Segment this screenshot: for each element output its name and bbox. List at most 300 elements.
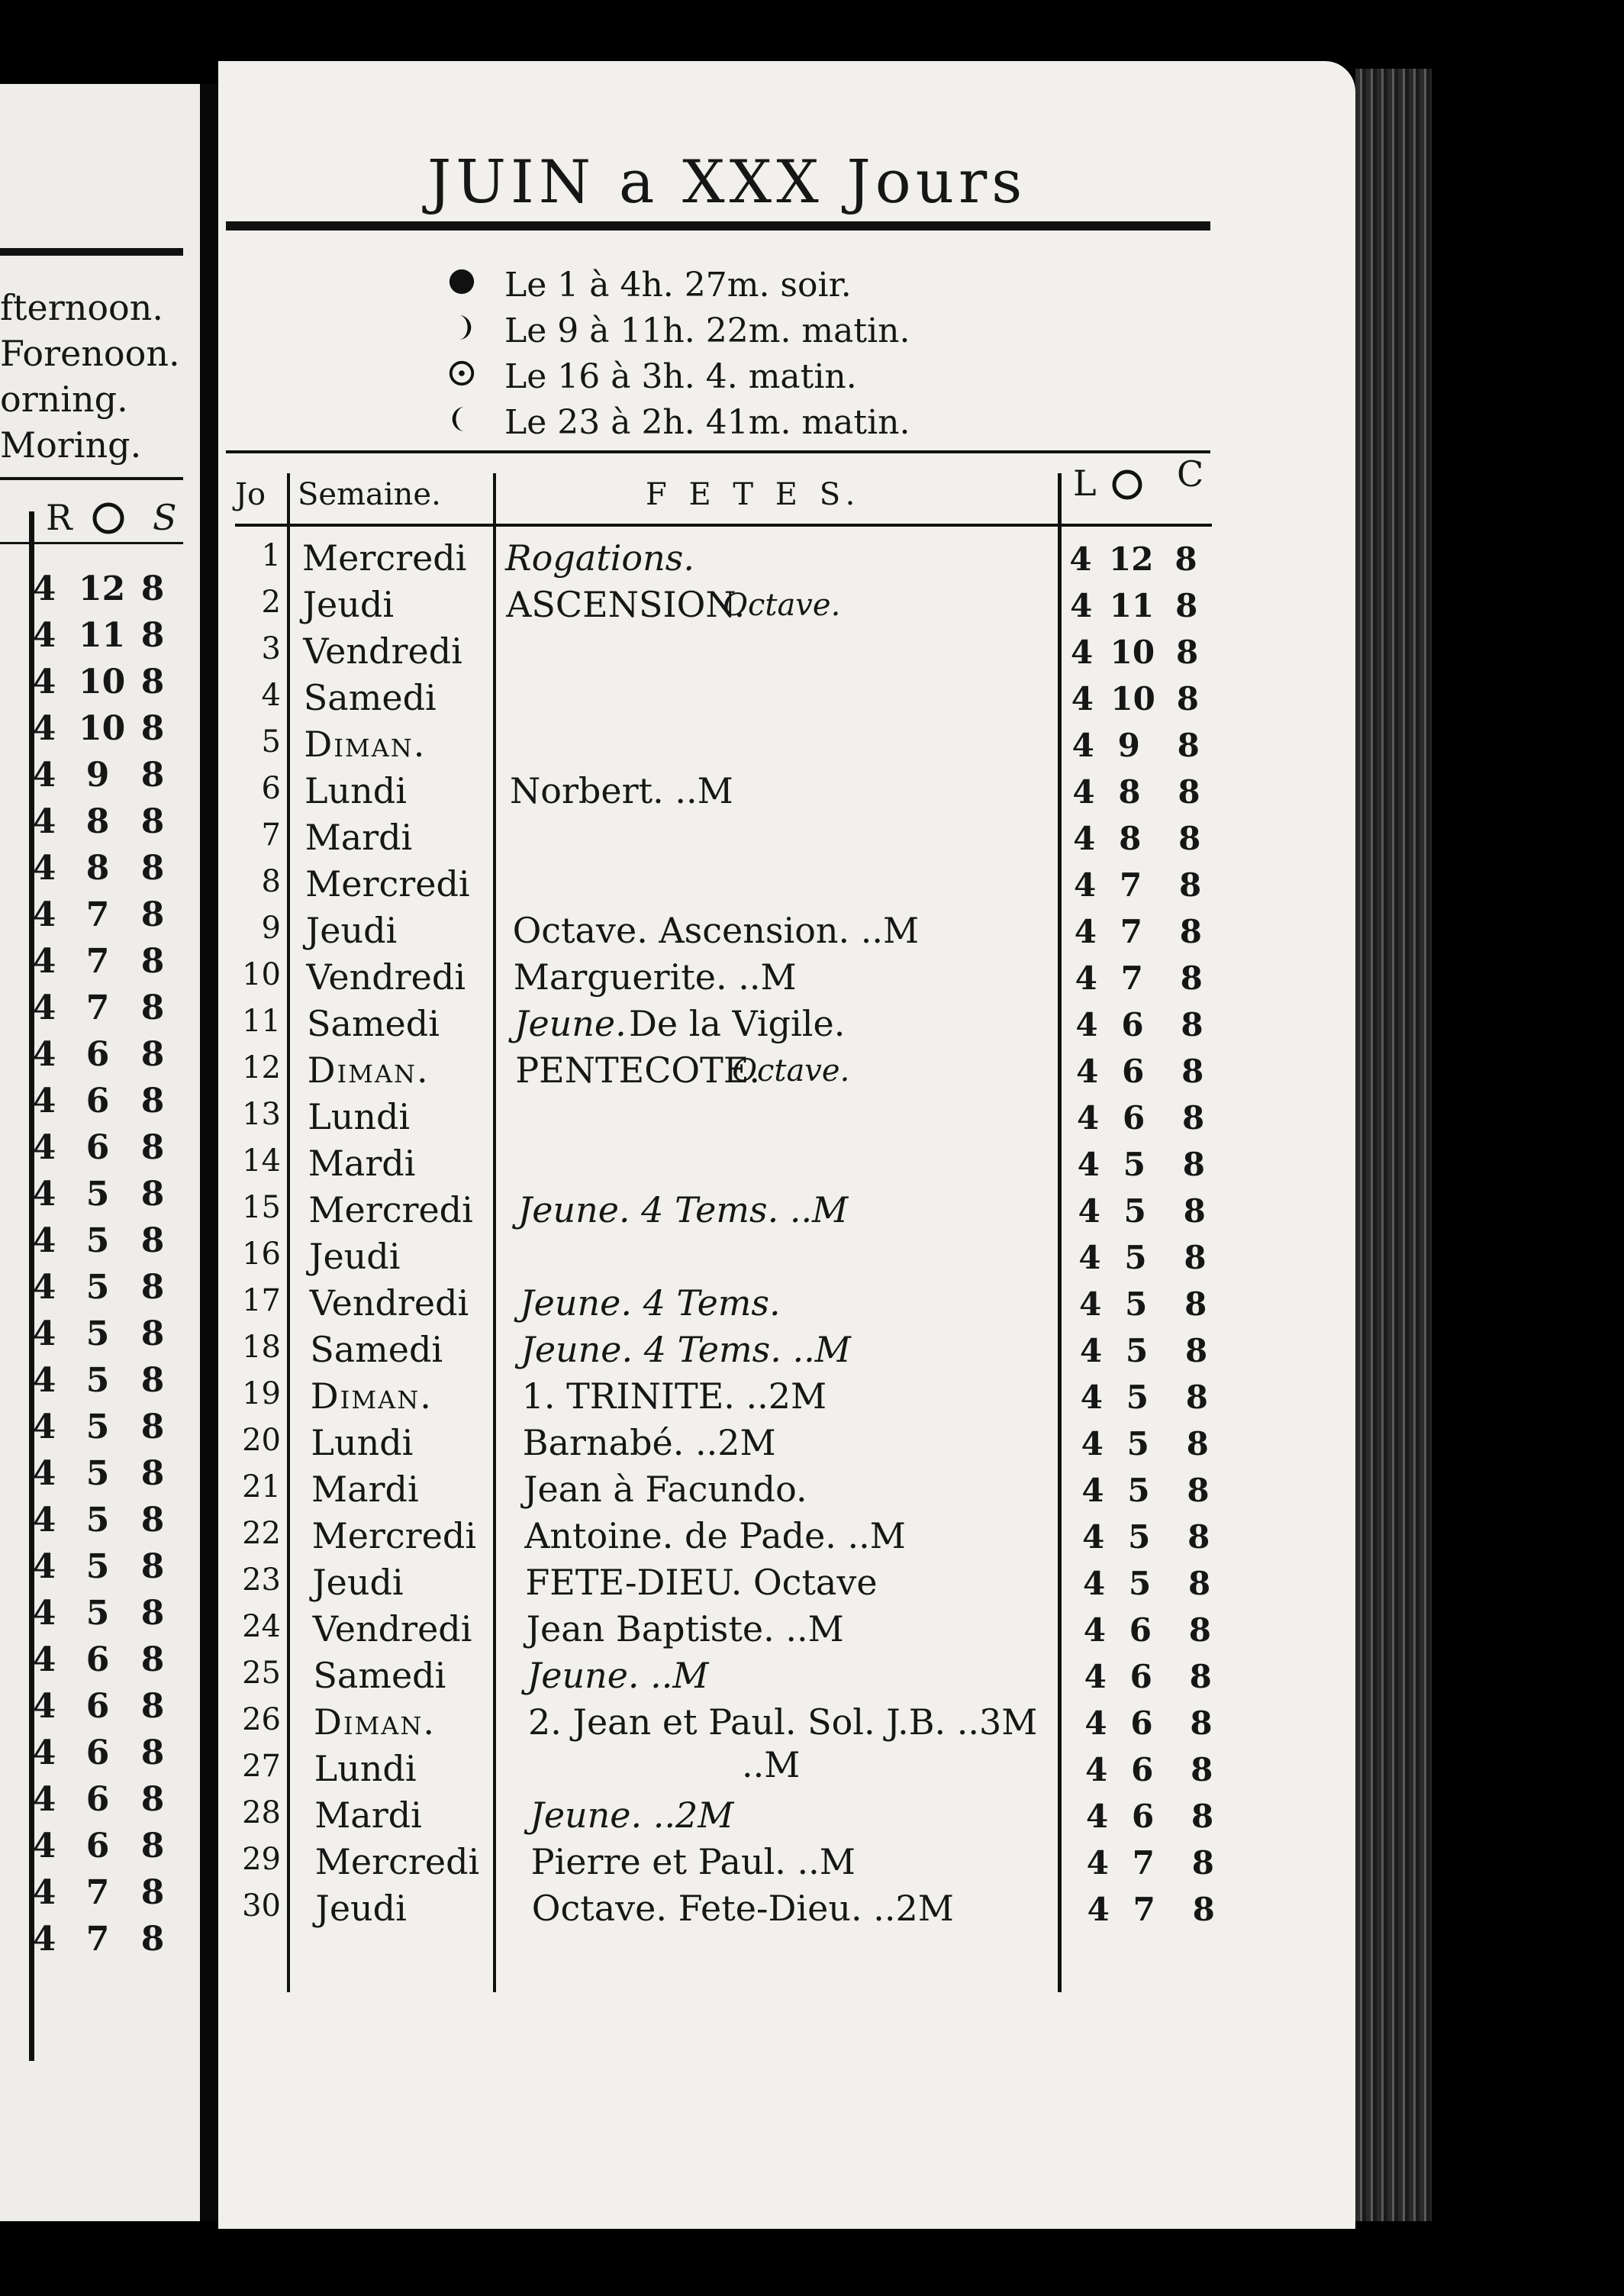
left-rise-hour: 4 [32, 709, 56, 748]
weekday: Jeudi [315, 1888, 407, 1929]
day-number: 3 [261, 631, 281, 666]
sunrise-minute: 5 [1127, 1472, 1150, 1509]
left-rise-minute: 6 [85, 1733, 110, 1772]
left-rise-minute: 6 [85, 1082, 110, 1121]
left-set-hour: 8 [140, 1128, 165, 1167]
header-rule [235, 524, 1212, 527]
sunrise-minute: 8 [1119, 820, 1142, 857]
sunrise-minute: 5 [1123, 1192, 1146, 1230]
sunset-hour: 8 [1180, 959, 1203, 997]
feast-text: Jeune. [514, 1003, 627, 1044]
left-rise-minute: 8 [85, 802, 110, 841]
left-rise-minute: 5 [85, 1408, 110, 1446]
sunrise-hour: 4 [1071, 680, 1094, 718]
sunrise-minute: 7 [1132, 1844, 1155, 1882]
left-rise-minute: 6 [85, 1035, 110, 1074]
day-number: 19 [242, 1376, 281, 1411]
sunrise-minute: 6 [1129, 1658, 1152, 1695]
left-set-hour: 8 [140, 1082, 165, 1121]
left-rise-minute: 7 [85, 942, 110, 981]
day-number: 18 [242, 1330, 281, 1365]
day-number: 20 [242, 1423, 281, 1458]
left-rise-minute: 6 [85, 1687, 110, 1726]
left-set-hour: 8 [140, 663, 165, 701]
weekday: Diman. [310, 1375, 433, 1417]
feast-text: Antoine. de Pade. ..M [524, 1515, 906, 1556]
left-set-hour: 8 [140, 1873, 165, 1912]
feast-octave: Octave. [732, 1053, 850, 1088]
weekday: Jeudi [309, 1236, 401, 1277]
day-number: 5 [261, 724, 281, 759]
sunset-hour: 8 [1189, 1658, 1212, 1695]
sunrise-minute: 5 [1128, 1518, 1151, 1556]
column-rule [1058, 473, 1062, 1992]
feast-text: Jeune. ..2M [530, 1795, 734, 1836]
day-number: 9 [261, 911, 281, 946]
sunrise-hour: 4 [1087, 1891, 1110, 1928]
feast-text: Jean à Facundo. [524, 1469, 807, 1510]
left-rise-hour: 4 [32, 1361, 56, 1400]
left-rise-hour: 4 [32, 1640, 56, 1679]
left-header-s: S [153, 497, 177, 538]
day-number: 6 [261, 771, 281, 806]
left-set-hour: 8 [140, 1361, 165, 1400]
sunrise-hour: 4 [1078, 1239, 1101, 1276]
new-moon-icon [447, 267, 476, 296]
moon-phase-line: Le 1 à 4h. 27m. soir. [504, 266, 852, 305]
day-number: 8 [261, 864, 281, 899]
first-quarter-icon [447, 313, 476, 342]
left-set-hour: 8 [140, 988, 165, 1027]
sunset-hour: 8 [1184, 1285, 1207, 1323]
sunrise-hour: 4 [1069, 540, 1092, 578]
sunrise-hour: 4 [1078, 1192, 1100, 1230]
sunrise-minute: 10 [1110, 634, 1155, 671]
weekday: Diman. [314, 1701, 437, 1743]
sunrise-minute: 6 [1130, 1704, 1153, 1742]
full-moon-icon [447, 359, 476, 388]
day-number: 1 [261, 538, 281, 573]
left-set-hour: 8 [140, 1687, 165, 1726]
sunrise-minute: 8 [1118, 773, 1141, 811]
left-rise-hour: 4 [32, 1454, 56, 1493]
feast-text: Jeune. ..M [527, 1655, 709, 1696]
column-rule [287, 473, 290, 1992]
sunset-hour: 8 [1183, 1192, 1206, 1230]
day-number: 10 [242, 957, 281, 992]
left-set-hour: 8 [140, 1268, 165, 1307]
left-rise-minute: 6 [85, 1640, 110, 1679]
left-rise-hour: 4 [32, 1780, 56, 1819]
sunrise-minute: 5 [1123, 1146, 1146, 1183]
sunset-hour: 8 [1179, 913, 1202, 950]
sunrise-minute: 5 [1125, 1285, 1148, 1323]
left-rise-minute: 10 [79, 663, 126, 701]
sunrise-hour: 4 [1070, 634, 1094, 671]
day-number: 26 [242, 1702, 281, 1737]
weekday: Vendredi [312, 1608, 472, 1649]
sun-icon [1110, 467, 1145, 502]
sunrise-minute: 6 [1122, 1053, 1145, 1090]
sunrise-minute: 10 [1110, 680, 1155, 718]
day-number: 29 [242, 1842, 281, 1877]
weekday: Mardi [311, 1469, 419, 1510]
sunset-hour: 8 [1181, 1006, 1204, 1043]
left-set-hour: 8 [140, 709, 165, 748]
feast-text: 2. Jean et Paul. Sol. J.B. ..3M [528, 1701, 1038, 1743]
header-fetes: F E T E S. [646, 477, 862, 512]
left-rise-minute: 6 [85, 1780, 110, 1819]
left-header-r: R [46, 497, 72, 538]
sunset-hour: 8 [1192, 1891, 1215, 1928]
title-rule [226, 221, 1210, 231]
left-rise-hour: 4 [32, 1314, 56, 1353]
moon-phase-line: Le 16 à 3h. 4. matin. [504, 357, 857, 396]
weekday: Lundi [308, 1096, 411, 1137]
weekday: Mercredi [305, 863, 470, 905]
left-header-rule [0, 542, 183, 544]
sunset-hour: 8 [1178, 773, 1200, 811]
sunrise-minute: 5 [1126, 1425, 1149, 1462]
sunrise-hour: 4 [1085, 1798, 1109, 1835]
sunrise-minute: 5 [1124, 1239, 1147, 1276]
left-rise-hour: 4 [32, 849, 56, 888]
sunset-hour: 8 [1191, 1798, 1214, 1835]
left-set-hour: 8 [140, 1221, 165, 1260]
sunrise-hour: 4 [1083, 1611, 1106, 1649]
feast-text: Barnabé. ..2M [522, 1422, 776, 1463]
weekday: Mardi [304, 817, 413, 858]
sunrise-hour: 4 [1077, 1146, 1100, 1183]
feast-octave: Octave. [723, 588, 841, 623]
moon-phase-line: Le 23 à 2h. 41m. matin. [504, 403, 910, 442]
left-rise-hour: 4 [32, 1175, 56, 1214]
last-quarter-icon [447, 405, 476, 434]
sunrise-hour: 4 [1075, 1006, 1098, 1043]
feast-text: Norbert. ..M [510, 770, 733, 811]
feast-text: Jeune. 4 Tems. ..M [517, 1189, 849, 1230]
sunrise-hour: 4 [1082, 1565, 1106, 1602]
left-rise-minute: 5 [85, 1501, 110, 1540]
sunrise-hour: 4 [1079, 1332, 1103, 1369]
left-rise-minute: 5 [85, 1175, 110, 1214]
sunrise-minute: 7 [1120, 913, 1142, 950]
sunrise-minute: 6 [1121, 1006, 1144, 1043]
left-equation-line: fternoon. [0, 287, 163, 328]
sunrise-minute: 6 [1122, 1099, 1146, 1137]
header-semaine: Semaine. [298, 477, 441, 512]
left-rise-minute: 5 [85, 1314, 110, 1353]
weekday: Diman. [307, 1050, 430, 1091]
sunrise-hour: 4 [1071, 727, 1094, 764]
weekday: Lundi [314, 1748, 417, 1789]
sunset-hour: 8 [1177, 727, 1200, 764]
left-rise-minute: 11 [79, 616, 126, 655]
left-page [0, 84, 200, 2221]
header-jo: Jo [235, 477, 266, 512]
weekday: Samedi [310, 1329, 443, 1370]
left-rise-minute: 7 [85, 1873, 110, 1912]
left-rise-hour: 4 [32, 616, 56, 655]
weekday: Mardi [314, 1795, 422, 1836]
sunset-hour: 8 [1178, 866, 1202, 904]
day-number: 24 [242, 1609, 281, 1644]
weekday: Diman. [304, 724, 427, 765]
weekday: Vendredi [309, 1282, 469, 1324]
sunrise-hour: 4 [1073, 820, 1096, 857]
left-rise-minute: 5 [85, 1268, 110, 1307]
left-rise-minute: 12 [79, 569, 126, 608]
left-set-hour: 8 [140, 895, 165, 934]
sunrise-hour: 4 [1070, 587, 1093, 624]
sunset-hour: 8 [1175, 587, 1198, 624]
day-number: 27 [242, 1749, 281, 1784]
sunrise-hour: 4 [1079, 1285, 1102, 1323]
sunrise-minute: 11 [1109, 587, 1155, 624]
left-set-hour: 8 [140, 1035, 165, 1074]
left-rise-hour: 4 [32, 1687, 56, 1726]
weekday: Vendredi [303, 630, 462, 672]
sunset-hour: 8 [1181, 1053, 1204, 1090]
gutter [200, 84, 218, 2221]
left-rise-hour: 4 [32, 1594, 56, 1633]
day-number: 16 [242, 1237, 281, 1272]
sunset-hour: 8 [1186, 1425, 1209, 1462]
left-rise-hour: 4 [32, 988, 56, 1027]
sunset-hour: 8 [1184, 1332, 1208, 1369]
day-number: 4 [261, 678, 281, 713]
left-rise-hour: 4 [32, 569, 56, 608]
left-set-hour: 8 [140, 942, 165, 981]
left-set-hour: 8 [140, 1920, 165, 1959]
left-set-hour: 8 [140, 756, 165, 795]
left-rise-hour: 4 [32, 1920, 56, 1959]
left-rise-minute: 5 [85, 1361, 110, 1400]
left-rise-minute: 6 [85, 1128, 110, 1167]
sunrise-hour: 4 [1075, 959, 1097, 997]
sunrise-hour: 4 [1073, 866, 1097, 904]
sunrise-minute: 5 [1128, 1565, 1152, 1602]
sunrise-hour: 4 [1084, 1704, 1107, 1742]
moon-phase-line: Le 9 à 11h. 22m. matin. [504, 311, 910, 350]
left-rise-hour: 4 [32, 756, 56, 795]
left-rise-minute: 6 [85, 1827, 110, 1866]
left-rise-minute: 7 [85, 988, 110, 1027]
left-rise-minute: 10 [79, 709, 126, 748]
left-equation-line: Forenoon. [0, 333, 180, 374]
day-number: 22 [242, 1516, 281, 1551]
weekday: Samedi [313, 1655, 446, 1696]
left-set-hour: 8 [140, 1547, 165, 1586]
left-rise-minute: 7 [85, 1920, 110, 1959]
left-rise-minute: 8 [85, 849, 110, 888]
day-number: 28 [242, 1795, 281, 1830]
left-set-hour: 8 [140, 1594, 165, 1633]
day-number: 13 [242, 1097, 281, 1132]
feast-text: Pierre et Paul. ..M [530, 1841, 856, 1882]
feast-text: ASCENSION. [506, 584, 746, 625]
left-mid-rule [0, 477, 183, 480]
sunrise-hour: 4 [1076, 1053, 1099, 1090]
left-rise-hour: 4 [32, 1035, 56, 1074]
sunrise-hour: 4 [1076, 1099, 1100, 1137]
sunset-hour: 8 [1176, 680, 1199, 718]
feast-text: Jeune. 4 Tems. ..M [520, 1329, 851, 1370]
sunset-hour: 8 [1188, 1611, 1211, 1649]
sunset-hour: 8 [1182, 1146, 1205, 1183]
sunset-hour: 8 [1181, 1099, 1205, 1137]
left-equation-line: Moring. [0, 424, 142, 466]
sunrise-hour: 4 [1072, 773, 1095, 811]
sunset-hour: 8 [1191, 1844, 1214, 1882]
sunset-hour: 8 [1187, 1565, 1211, 1602]
left-rise-minute: 9 [85, 756, 110, 795]
feast-text: Jeune. 4 Tems. [520, 1282, 781, 1324]
left-rise-hour: 4 [32, 1873, 56, 1912]
sunrise-hour: 4 [1086, 1844, 1109, 1882]
left-rise-hour: 4 [32, 895, 56, 934]
left-equation-line: orning. [0, 379, 128, 420]
feast-octave: De la Vigile. [629, 1003, 846, 1044]
sunset-hour: 8 [1187, 1472, 1210, 1509]
left-rise-hour: 4 [32, 802, 56, 841]
weekday: Jeudi [312, 1562, 404, 1603]
left-set-hour: 8 [140, 1827, 165, 1866]
day-number: 30 [242, 1888, 281, 1924]
sunset-hour: 8 [1187, 1518, 1210, 1556]
feast-text: Octave. Fete-Dieu. ..2M [531, 1888, 954, 1929]
sunset-hour: 8 [1175, 634, 1199, 671]
sunrise-hour: 4 [1084, 1658, 1107, 1695]
sunset-hour: 8 [1174, 540, 1197, 578]
left-rise-hour: 4 [32, 1547, 56, 1586]
sunset-hour: 8 [1190, 1704, 1213, 1742]
left-rise-hour: 4 [32, 1733, 56, 1772]
left-set-hour: 8 [140, 1780, 165, 1819]
column-rule [493, 473, 496, 1992]
day-number: 7 [261, 817, 281, 853]
left-set-hour: 8 [140, 1314, 165, 1353]
left-rise-minute: 5 [85, 1454, 110, 1493]
left-set-hour: 8 [140, 802, 165, 841]
day-number: 14 [242, 1143, 281, 1179]
weekday: Mercredi [314, 1841, 480, 1882]
left-set-hour: 8 [140, 1454, 165, 1493]
feast-text: PENTECOTE. [515, 1050, 761, 1091]
left-set-hour: 8 [140, 1501, 165, 1540]
sun-icon [90, 500, 127, 537]
sunrise-minute: 7 [1120, 959, 1143, 997]
feast-text: 1. TRINITE. ..2M [521, 1375, 827, 1417]
sunrise-minute: 7 [1133, 1891, 1155, 1928]
feast-text: Rogations. [505, 537, 694, 579]
day-number: 15 [242, 1190, 281, 1225]
feast-continuation: ..M [742, 1744, 801, 1785]
weekday: Mercredi [308, 1189, 473, 1230]
left-top-rule [0, 248, 183, 256]
right-page [218, 61, 1355, 2229]
weekday: Samedi [303, 677, 437, 718]
left-rise-hour: 4 [32, 1408, 56, 1446]
left-rise-hour: 4 [32, 1082, 56, 1121]
sunrise-hour: 4 [1080, 1379, 1103, 1416]
weekday: Mercredi [311, 1515, 477, 1556]
left-rise-hour: 4 [32, 1221, 56, 1260]
sunrise-minute: 6 [1131, 1798, 1155, 1835]
left-rise-hour: 4 [32, 1128, 56, 1167]
left-rise-minute: 5 [85, 1594, 110, 1633]
left-rise-minute: 7 [85, 895, 110, 934]
moon-rule [226, 450, 1210, 453]
sunrise-hour: 4 [1085, 1751, 1108, 1788]
sunset-hour: 8 [1185, 1379, 1208, 1416]
sunrise-minute: 5 [1125, 1332, 1149, 1369]
sunrise-hour: 4 [1074, 913, 1097, 950]
day-number: 25 [242, 1656, 281, 1691]
sunrise-minute: 12 [1109, 540, 1154, 578]
sunset-hour: 8 [1184, 1239, 1207, 1276]
left-set-hour: 8 [140, 849, 165, 888]
sunrise-minute: 6 [1129, 1611, 1152, 1649]
left-set-hour: 8 [140, 1640, 165, 1679]
sunset-hour: 8 [1178, 820, 1201, 857]
sunrise-minute: 7 [1119, 866, 1142, 904]
left-set-hour: 8 [140, 1175, 165, 1214]
day-number: 23 [242, 1562, 281, 1598]
left-rise-hour: 4 [32, 1827, 56, 1866]
left-rise-hour: 4 [32, 1501, 56, 1540]
left-rise-hour: 4 [32, 663, 56, 701]
day-number: 2 [261, 585, 281, 620]
sunrise-minute: 9 [1117, 727, 1140, 764]
weekday: Mercredi [302, 537, 467, 579]
weekday: Mardi [308, 1143, 416, 1184]
feast-text: Marguerite. ..M [513, 956, 797, 998]
left-set-hour: 8 [140, 1408, 165, 1446]
left-set-hour: 8 [140, 616, 165, 655]
day-number: 11 [242, 1004, 281, 1039]
weekday: Jeudi [302, 584, 395, 625]
sunrise-minute: 6 [1131, 1751, 1154, 1788]
page-edge [1355, 69, 1432, 2221]
page-title: JUIN a XXX Jours [427, 148, 1027, 217]
day-number: 12 [242, 1050, 281, 1085]
feast-text: Octave. Ascension. ..M [512, 910, 920, 951]
sunrise-hour: 4 [1081, 1425, 1104, 1462]
day-number: 17 [242, 1283, 281, 1318]
day-number: 21 [242, 1469, 281, 1504]
left-rise-hour: 4 [32, 942, 56, 981]
left-rise-minute: 5 [85, 1221, 110, 1260]
weekday: Vendredi [306, 956, 466, 998]
sunrise-hour: 4 [1082, 1518, 1105, 1556]
feast-text: Jean Baptiste. ..M [526, 1608, 844, 1649]
weekday: Lundi [304, 770, 407, 811]
weekday: Samedi [307, 1003, 440, 1044]
left-set-hour: 8 [140, 569, 165, 608]
feast-text: FETE-DIEU. Octave [525, 1562, 878, 1603]
sunrise-minute: 5 [1126, 1379, 1149, 1416]
left-set-hour: 8 [140, 1733, 165, 1772]
header-coucher: C [1177, 453, 1204, 495]
header-lever: L [1073, 463, 1097, 504]
sunset-hour: 8 [1191, 1751, 1213, 1788]
weekday: Lundi [311, 1422, 414, 1463]
weekday: Jeudi [305, 910, 398, 951]
left-rise-minute: 5 [85, 1547, 110, 1586]
left-rise-hour: 4 [32, 1268, 56, 1307]
sunrise-hour: 4 [1081, 1472, 1104, 1509]
